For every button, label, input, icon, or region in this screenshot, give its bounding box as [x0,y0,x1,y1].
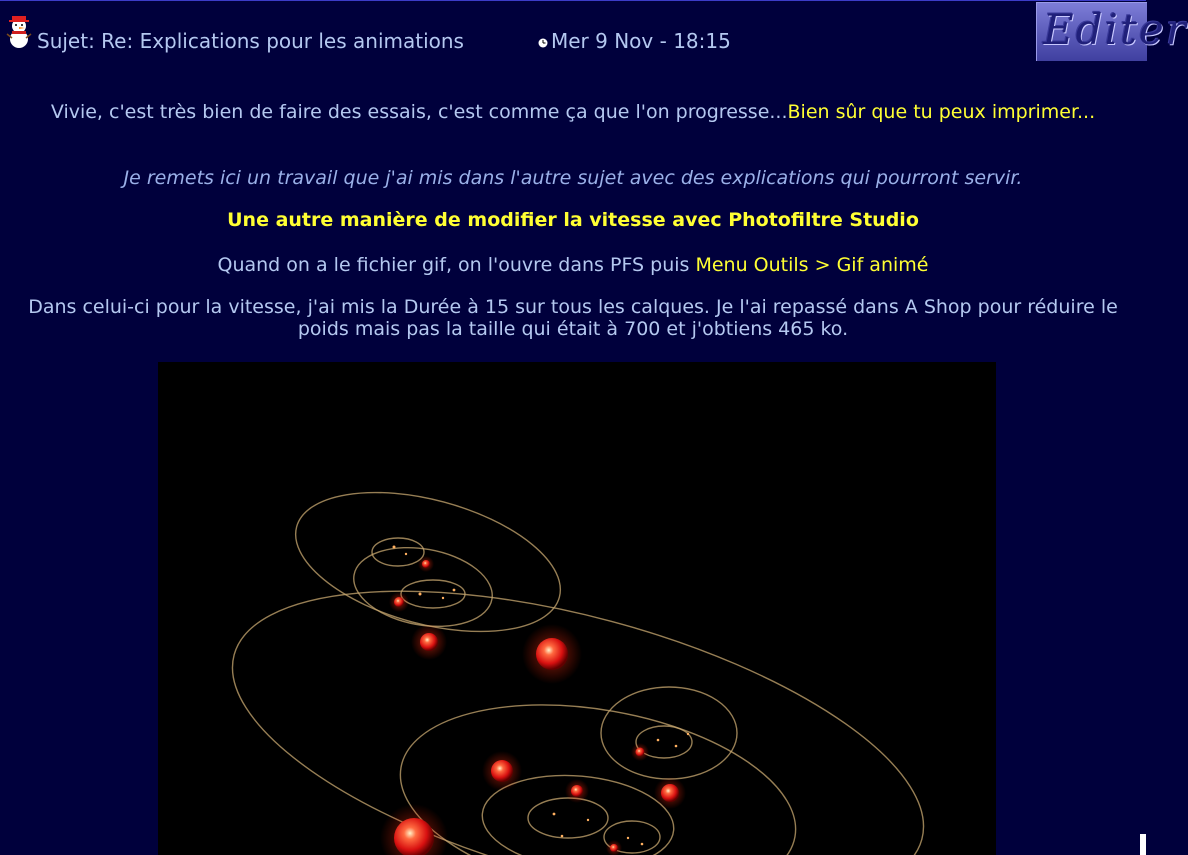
edit-button[interactable] [1036,2,1188,61]
menu-path-highlight: Menu Outils > Gif animé [695,254,929,276]
orbit-ring [528,798,608,838]
orbit-ring [385,677,811,855]
orbit-ring [200,529,955,855]
sphere [536,638,568,670]
sphere [571,785,583,797]
sparkle [561,835,564,838]
scrollbar-fragment[interactable] [1140,834,1146,855]
clock-icon [538,38,548,48]
sparkle [405,553,407,555]
sphere [636,748,645,757]
sparkle [442,597,444,599]
paragraph-instructions [0,254,1146,276]
sparkle [641,843,644,846]
instructions-text: Quand on a le fichier gif, on l'ouvre dans PFS puis [217,254,696,276]
sphere [394,597,404,607]
section-heading: Une autre manière de modifier la vitesse avec Photofiltre Studio [227,209,919,231]
intro-highlight: Bien sûr que tu peux imprimer... [787,101,1096,123]
top-border [0,0,1146,1]
sphere [610,844,618,852]
sparkle [553,813,556,816]
sphere [422,560,430,568]
sparkle [587,819,589,821]
post-date: Mer 9 Nov - 18:15 [551,29,731,53]
paragraph-intro [0,101,1146,123]
sphere [420,633,438,651]
orbit-animation-graphic [158,362,996,855]
sparkle [657,739,660,742]
snowman-icon [4,12,34,50]
sphere [491,760,513,782]
post-subject: Sujet: Re: Explications pour les animations [37,29,464,53]
orbit-ring [601,687,737,779]
orbit-ring [347,537,498,636]
intro-text: Vivie, c'est très bien de faire des essais, c'est comme ça que l'on progresse... [50,101,788,123]
sphere [661,784,679,802]
sparkle [675,745,678,748]
sparkle [419,593,422,596]
post-header [0,8,1030,58]
animated-gif-image [158,362,996,855]
sparkle [393,546,396,549]
sparkle [687,733,689,735]
edit-button-label: Editer [1043,5,1188,54]
sparkle [453,589,456,592]
sparkle [627,837,629,839]
paragraph-italic-note: Je remets ici un travail que j'ai mis dans l'autre sujet avec des explications qui pourront servir. [123,167,1023,189]
paragraph-details: Dans celui-ci pour la vitesse, j'ai mis la Durée à 15 sur tous les calques. Je l'ai repassé dans A Shop pour réduire le poids mais pas la taille qui était à 700 et j'obtiens 465 ko. [28,296,1118,340]
